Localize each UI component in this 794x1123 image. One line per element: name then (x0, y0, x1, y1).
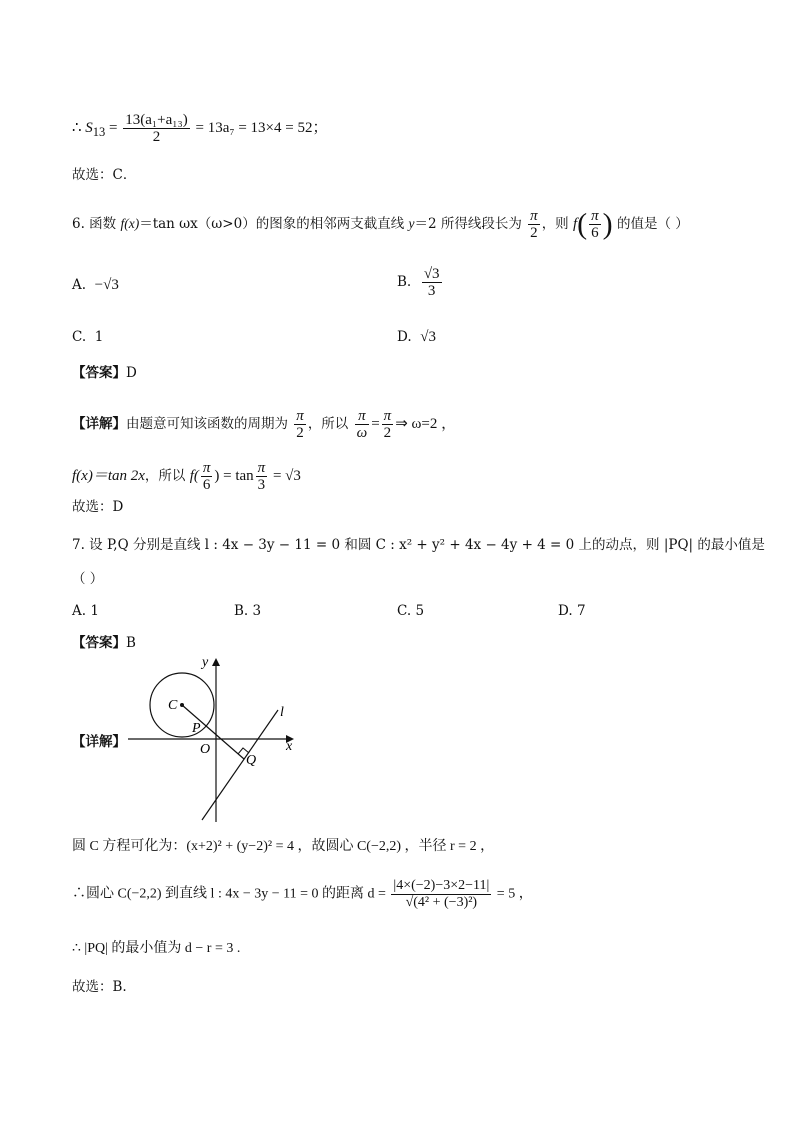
distance-result: = 5 ， (496, 886, 533, 902)
pi-over-3-fraction (256, 460, 268, 493)
option-label: B. (234, 603, 249, 619)
q6-option-d (397, 328, 436, 346)
q7-option-c (397, 602, 424, 620)
pi-over-2-fraction (382, 408, 394, 441)
q6-detail-line2 (72, 460, 301, 493)
q6-stem-part: ，则 (541, 216, 573, 232)
s13-rhs: = 13a₇ = 13×4 = 52； (195, 119, 328, 136)
s13-symbol: S (85, 119, 93, 136)
q7-detail-line2 (72, 878, 533, 911)
equals-sign: = (371, 416, 380, 432)
q7-option-b (234, 602, 261, 620)
option-fraction (422, 266, 442, 299)
s13-equation: ∴ $S_{13}$ = $\frac{\text{13(a₁+a₁₃)}}{2}$ = 13a₇ = 13×4 = 52； (72, 112, 328, 145)
answer-tag: 【答案】 (72, 365, 126, 381)
fraction-numerator: π (383, 408, 392, 424)
label-l: l (280, 705, 284, 720)
fraction-denominator: 2 (296, 425, 304, 441)
f-call: f( (189, 468, 199, 484)
fraction-numerator: π (296, 408, 304, 424)
fraction-denominator: 6 (591, 225, 599, 241)
detail-text: ，所以 (144, 468, 190, 484)
s13-fraction-denominator: 2 (152, 129, 161, 145)
q6-option-a (72, 276, 119, 294)
label-c: C (168, 698, 178, 713)
q7-choice: 故选：B. (72, 979, 127, 995)
fraction-denominator: 2 (383, 425, 392, 441)
q6-f: f (572, 216, 578, 232)
fraction-denominator: 3 (257, 477, 266, 493)
fraction-numerator: |4×(−2)−3×2−11| (393, 878, 490, 893)
fraction-denominator: ω (356, 425, 368, 441)
q5-choice: 故选：C． (72, 167, 137, 183)
fraction-numerator: π (355, 408, 370, 425)
q6-stem (72, 208, 689, 241)
q6-option-c (72, 328, 103, 346)
line-l (202, 710, 278, 820)
q6-stem-part: ＝tan ωx（ω>0）的图象的相邻两支截直线 (139, 216, 409, 232)
fx-definition: f(x)＝tan 2x (72, 468, 145, 484)
s13-fraction-numerator: 13(a₁+a₁₃) (125, 112, 188, 128)
option-value: −√3 (94, 277, 119, 293)
label-y: y (202, 655, 209, 670)
option-label: C. (72, 329, 87, 345)
q7-answer (72, 634, 136, 652)
fraction-numerator: π (257, 460, 266, 476)
q7-detail-line1: 圆 C 方程可化为：(x+2)² + (y−2)² = 4 ，故圆心 C(−2,2) ，半径 r = 2 ， (72, 839, 495, 854)
option-value: 1 (94, 329, 104, 345)
detail-text: ⇒ ω=2 ， (395, 416, 457, 432)
detail-tag: 【详解】 (72, 416, 126, 432)
therefore-symbol: ∴ (72, 119, 82, 136)
s13-subscript: 13 (92, 124, 106, 139)
detail-text: ，所以 (307, 416, 349, 432)
fraction-denominator: √(4² + (−3)²) (405, 895, 478, 910)
q7-detail-line3: ∴ |PQ| 的最小值为 d − r = 3 . (72, 941, 241, 956)
label-x: x (286, 739, 293, 754)
y-axis-arrow (212, 658, 220, 666)
label-q: Q (246, 753, 257, 768)
detail-tag: 【详解】 (72, 734, 126, 750)
q6-y: y (408, 216, 415, 231)
s13-fraction (123, 112, 189, 145)
option-value: √3 (420, 329, 436, 345)
circle-line-figure (128, 652, 308, 824)
q7-detail-tag (72, 733, 126, 751)
q6-detail-line1 (72, 408, 456, 441)
q6-arg-fraction (589, 208, 601, 241)
fraction-denominator: 2 (530, 225, 538, 241)
q6-fx: f(x) (120, 216, 140, 231)
fraction-numerator: π (530, 208, 538, 224)
distance-statement: ∴圆心 C(−2,2) 到直线 l : 4x − 3y − 11 = 0 的距离 d = (72, 886, 386, 902)
option-value: 7 (576, 603, 586, 619)
fraction-denominator: 3 (427, 283, 436, 299)
pi-over-6-fraction (201, 460, 213, 493)
result-value: = √3 (269, 468, 301, 484)
period-fraction (294, 408, 306, 441)
pi-over-omega-fraction (355, 408, 370, 441)
option-label: C. (397, 603, 412, 619)
option-value: 1 (90, 603, 99, 619)
q6-answer (72, 364, 137, 382)
tan-expression: ) = tan (214, 468, 254, 484)
label-p: P (192, 721, 201, 736)
option-label: B. (397, 274, 412, 290)
fraction-numerator: π (591, 208, 599, 224)
detail-text: 由题意可知该函数的周期为 (126, 416, 288, 432)
q7-option-a (72, 602, 99, 620)
option-label: A. (72, 603, 87, 619)
answer-value: B (126, 635, 136, 651)
distance-fraction (391, 878, 491, 911)
answer-value: D (126, 365, 137, 381)
q6-stem-part: ＝2 所得线段长为 (414, 216, 522, 232)
q6-option-b (397, 266, 444, 299)
q6-stem-part: 的值是（ ） (612, 216, 689, 232)
fraction-numerator: π (202, 460, 211, 476)
right-paren: ) (602, 207, 613, 241)
q6-period-fraction (528, 208, 540, 241)
q7-stem: 7. 设 P,Q 分别是直线 l : 4x − 3y − 11 = 0 和圆 C : x² + y² + 4x − 4y + 4 = 0 上的动点，则 |PQ| 的最小值是 (72, 537, 765, 553)
answer-tag: 【答案】 (72, 635, 126, 651)
option-label: D. (397, 329, 412, 345)
option-value: 5 (415, 603, 425, 619)
option-label: D. (558, 603, 573, 619)
q6-stem-part: 6. 函数 (72, 216, 121, 232)
option-label: A. (72, 277, 87, 293)
q7-stem-continuation: （ ） (72, 571, 104, 587)
label-o: O (200, 742, 211, 757)
q6-choice: 故选：D (72, 499, 124, 515)
fraction-numerator: √3 (423, 266, 440, 282)
q7-option-d (558, 602, 586, 620)
fraction-denominator: 6 (202, 477, 211, 493)
left-paren: ( (577, 207, 588, 241)
option-value: 3 (252, 603, 262, 619)
